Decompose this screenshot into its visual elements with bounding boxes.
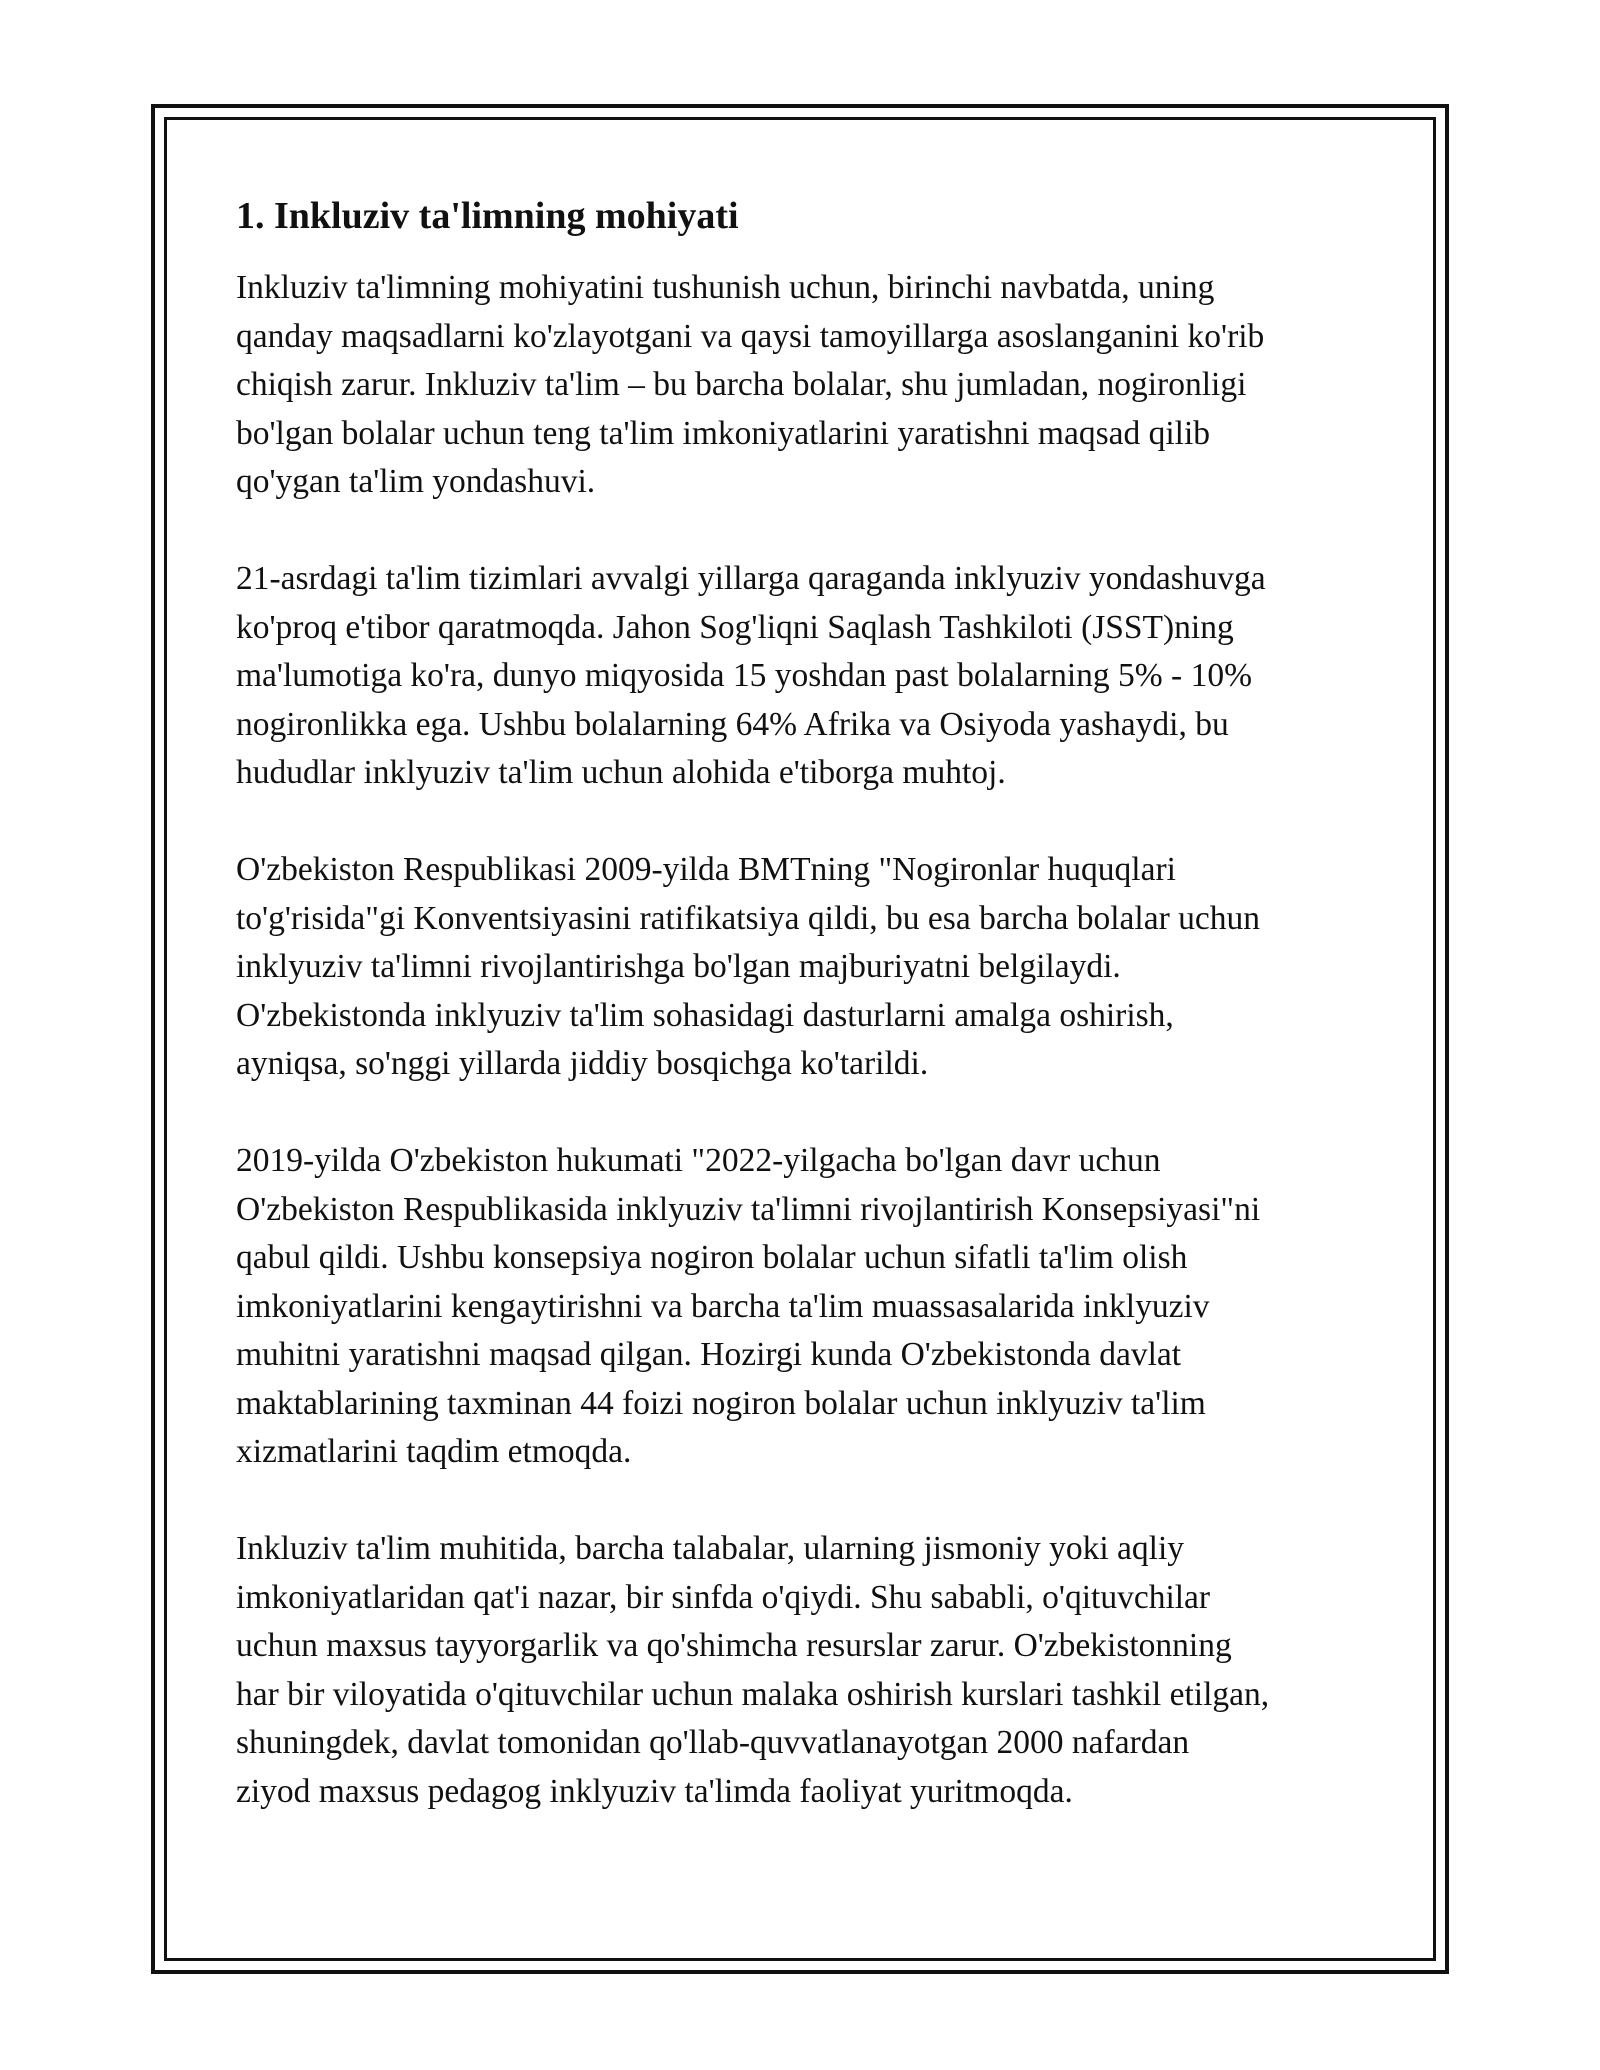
document-body (236, 188, 1386, 1865)
paragraph-3: O'zbekiston Respublikasi 2009-yilda BMTning "Nogironlar huquqlari to'g'risida"gi Konventsiyasini ratifikatsiya qildi, bu esa barcha bolalar uchun inklyuziv ta'limni rivojlantirishga bo'lgan majburiyatni belgilaydi. O'zbekistonda inklyuziv ta'lim sohasidagi dasturlarni amalga oshirish, ayniqsa, so'nggi yillarda jiddiy bosqichga ko'tarildi. (236, 851, 1260, 1082)
section-heading: 1. Inkluziv ta'limning mohiyati (236, 195, 739, 237)
paragraph-4: 2019-yilda O'zbekiston hukumati "2022-yilgacha bo'lgan davr uchun O'zbekiston Respublikasida inklyuziv ta'limni rivojlantirish Konsepsiyasi"ni qabul qildi. Ushbu konsepsiya nogiron bolalar uchun sifatli ta'lim olish imkoniyatlarini kengaytirishni va barcha ta'lim muassasalarida inklyuziv muhitni yaratishni maqsad qilgan. Hozirgi kunda O'zbekistonda davlat maktablarining taxminan 44 foizi nogiron bolalar uchun inklyuziv ta'lim xizmatlarini taqdim etmoqda. (236, 1142, 1261, 1470)
paragraph-1: Inkluziv ta'limning mohiyatini tushunish uchun, birinchi navbatda, uning qanday maqsadlarni ko'zlayotgani va qaysi tamoyillarga asoslanganini ko'rib chiqish zarur. Inkluziv ta'lim – bu barcha bolalar, shu jumladan, nogironligi bo'lgan bolalar uchun teng ta'lim imkoniyatlarini yaratishni maqsad qilib qo'ygan ta'lim yondashuvi. (236, 269, 1265, 500)
paragraph-2: 21-asrdagi ta'lim tizimlari avvalgi yillarga qaraganda inklyuziv yondashuvga ko'proq e'tibor qaratmoqda. Jahon Sog'liqni Saqlash Tashkiloti (JSST)ning ma'lumotiga ko'ra, dunyo miqyosida 15 yoshdan past bolalarning 5% - 10% nogironlikka ega. Ushbu bolalarning 64% Afrika va Osiyoda yashaydi, bu hududlar inklyuziv ta'lim uchun alohida e'tiborga muhtoj. (236, 560, 1266, 791)
paragraph-5: Inkluziv ta'lim muhitida, barcha talabalar, ularning jismoniy yoki aqliy imkoniyatlaridan qat'i nazar, bir sinfda o'qiydi. Shu sababli, o'qituvchilar uchun maxsus tayyorgarlik va qo'shimcha resurslar zarur. O'zbekistonning har bir viloyatida o'qituvchilar uchun malaka oshirish kurslari tashkil etilgan, shuningdek, davlat tomonidan qo'llab-quvvatlanayotgan 2000 nafardan ziyod maxsus pedagog inklyuziv ta'limda faoliyat yuritmoqda. (236, 1530, 1270, 1810)
